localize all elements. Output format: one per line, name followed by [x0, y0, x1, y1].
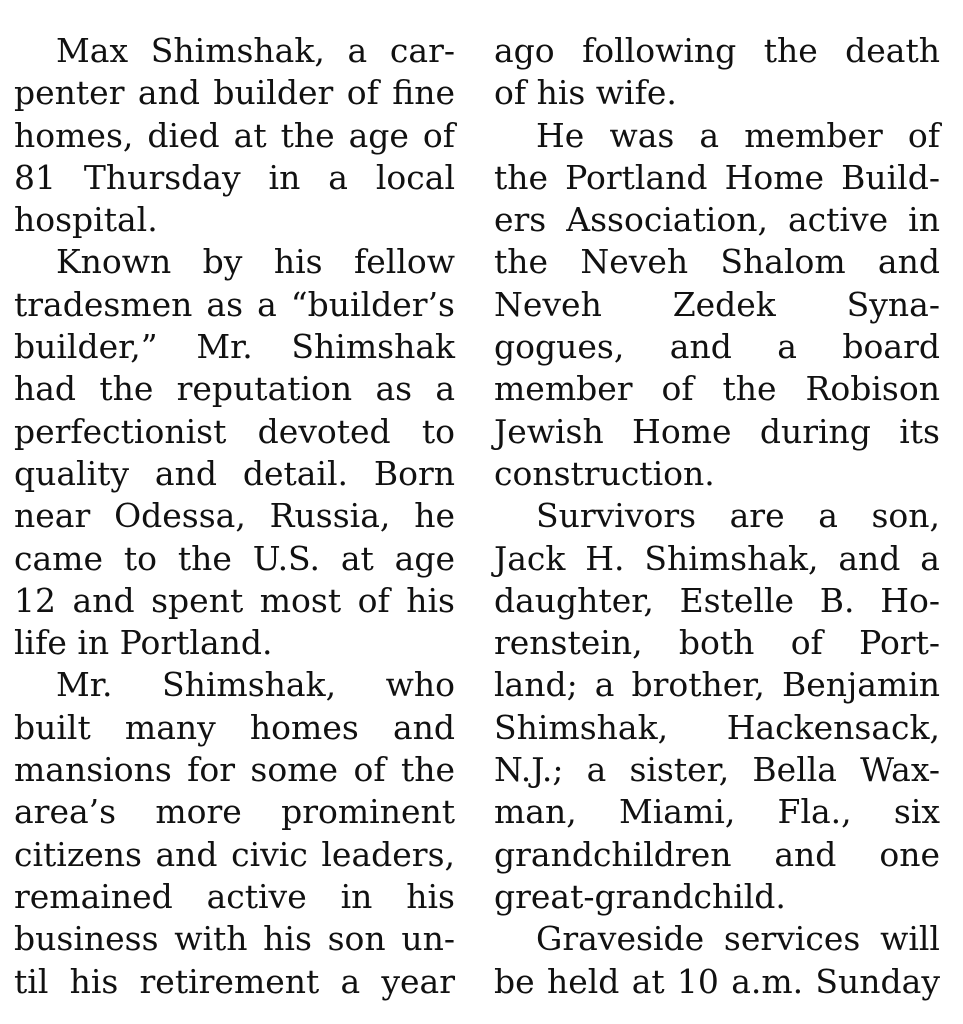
- text-line: of his wife.: [494, 73, 677, 113]
- paragraph-continuation: [494, 30, 940, 115]
- paragraph-survivors: [494, 495, 940, 918]
- text-line: citizens and civic leaders,: [14, 834, 455, 874]
- text-line: renstein, both of Port-: [494, 623, 940, 663]
- article-column-right: [494, 30, 940, 1003]
- text-line: construction.: [494, 453, 715, 493]
- text-line: til his retirement a year: [14, 961, 455, 1001]
- text-line: be held at 10 a.m. Sunday: [494, 961, 940, 1001]
- text-line: He was a member of: [536, 115, 940, 155]
- paragraph-obituary-intro: [14, 30, 455, 241]
- paragraph-services: [494, 918, 940, 1003]
- text-line: Shimshak, Hackensack,: [494, 707, 940, 747]
- text-line: homes, died at the age of: [14, 115, 455, 155]
- text-line: Max Shimshak, a car-: [56, 31, 455, 70]
- text-line: 81 Thursday in a local: [14, 157, 455, 197]
- text-line: mansions for some of the: [14, 750, 455, 790]
- text-line: ago following the death: [494, 31, 940, 70]
- text-line: Mr. Shimshak, who: [56, 665, 455, 705]
- text-line: Jewish Home during its: [494, 411, 940, 451]
- text-line: came to the U.S. at age: [14, 538, 455, 578]
- paragraph-reputation: [14, 241, 455, 664]
- text-line: the Neveh Shalom and: [494, 242, 940, 282]
- text-line: built many homes and: [14, 707, 455, 747]
- text-line: Graveside services will: [536, 919, 940, 959]
- text-line: daughter, Estelle B. Ho-: [494, 580, 940, 620]
- text-line: builder,” Mr. Shimshak: [14, 327, 455, 367]
- text-line: Known by his fellow: [56, 242, 455, 282]
- text-line: Survivors are a son,: [536, 496, 940, 536]
- text-line: the Portland Home Build-: [494, 157, 940, 197]
- text-line: Neveh Zedek Syna-: [494, 284, 940, 324]
- text-line: tradesmen as a “builder’s: [14, 284, 455, 324]
- paragraph-career: [14, 664, 455, 1002]
- text-line: hospital.: [14, 200, 158, 240]
- text-line: member of the Robison: [494, 369, 940, 409]
- text-line: ers Association, active in: [494, 200, 940, 240]
- text-line: Jack H. Shimshak, and a: [494, 538, 940, 578]
- text-line: gogues, and a board: [494, 327, 940, 367]
- text-line: N.J.; a sister, Bella Wax-: [494, 750, 940, 790]
- text-line: area’s more prominent: [14, 792, 455, 832]
- text-line: near Odessa, Russia, he: [14, 496, 455, 536]
- text-line: perfectionist devoted to: [14, 411, 455, 451]
- text-line: business with his son un-: [14, 919, 455, 959]
- text-line: man, Miami, Fla., six: [494, 792, 940, 832]
- article-column-left: [14, 30, 455, 1003]
- text-line: remained active in his: [14, 876, 455, 916]
- text-line: grandchildren and one: [494, 834, 940, 874]
- text-line: penter and builder of fine: [14, 73, 455, 113]
- text-line: quality and detail. Born: [14, 453, 455, 493]
- text-line: great-grandchild.: [494, 876, 786, 916]
- text-line: 12 and spent most of his: [14, 580, 455, 620]
- text-line: land; a brother, Benjamin: [494, 665, 940, 705]
- text-line: had the reputation as a: [14, 369, 455, 409]
- paragraph-memberships: [494, 115, 940, 496]
- text-line: life in Portland.: [14, 623, 273, 663]
